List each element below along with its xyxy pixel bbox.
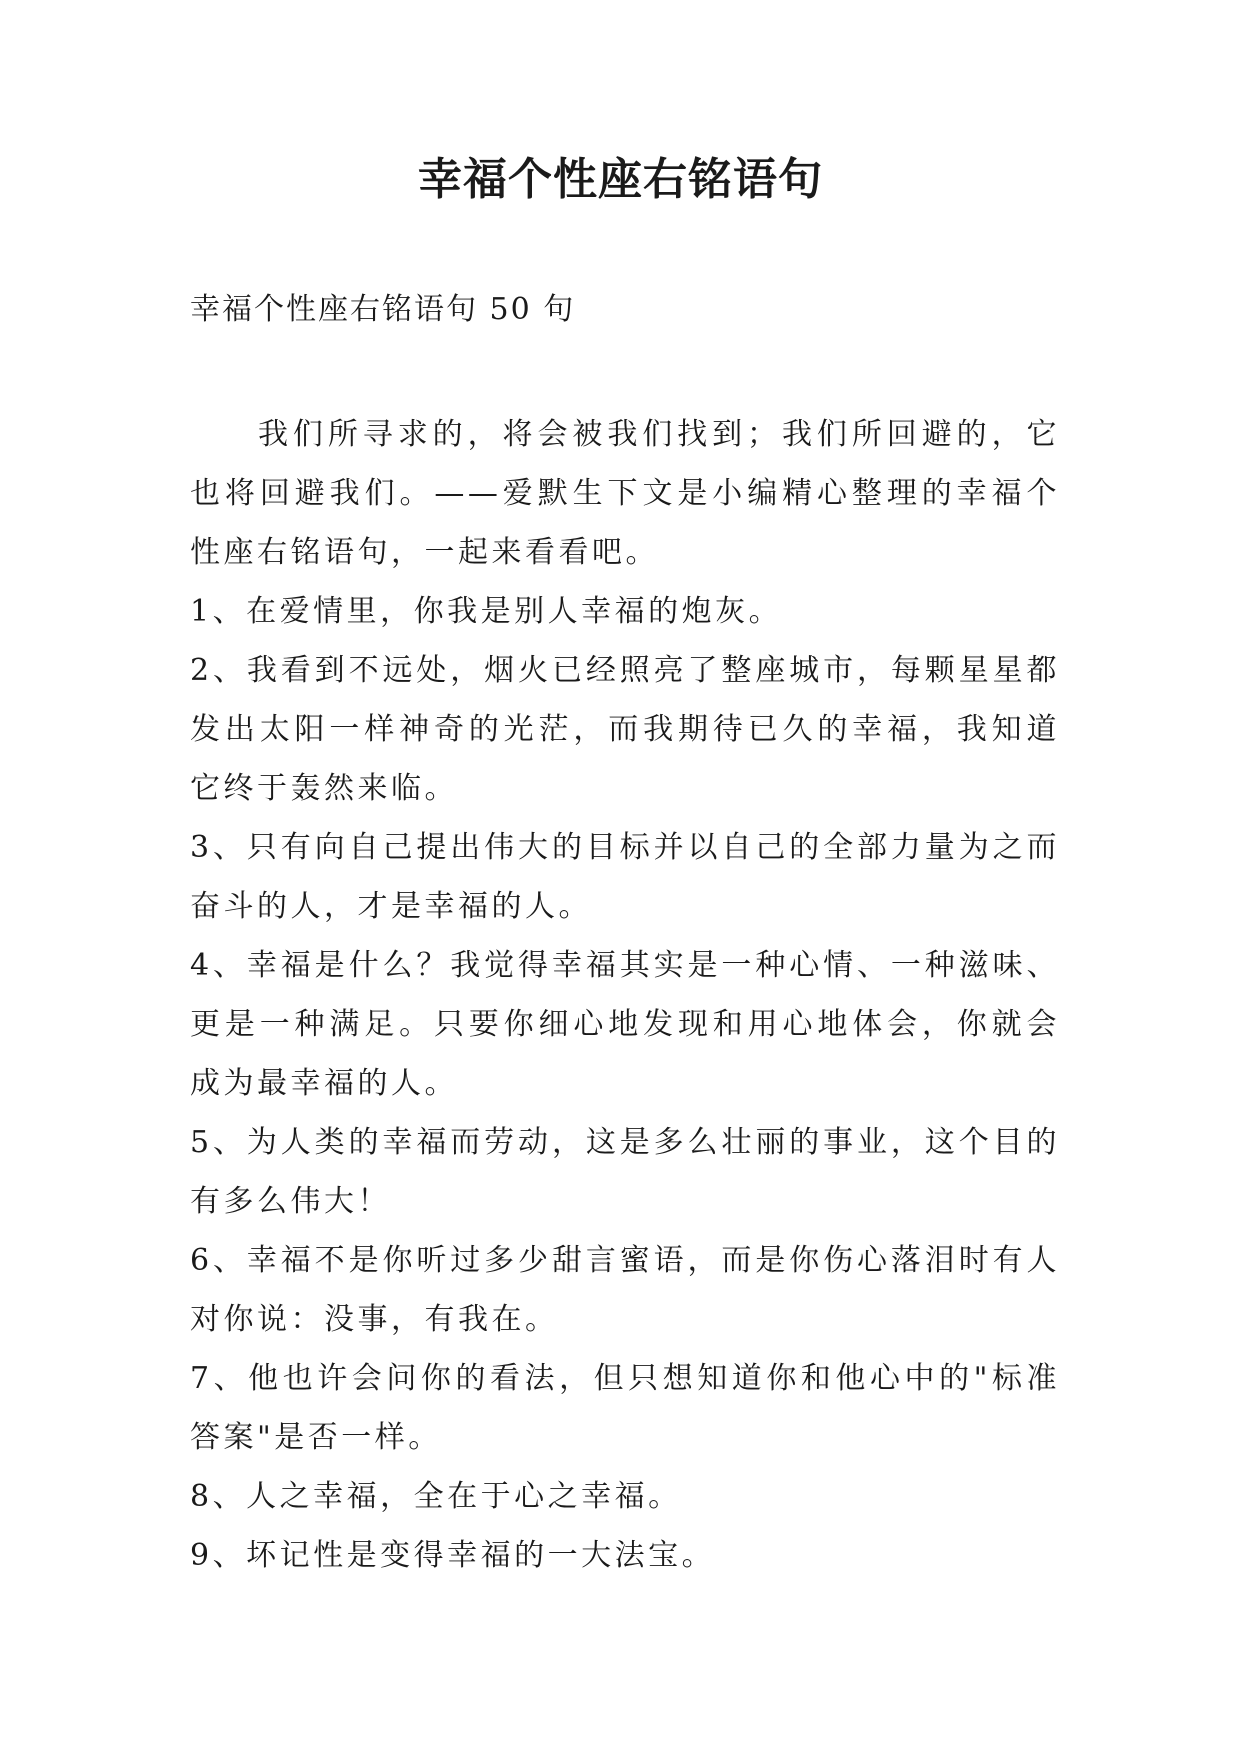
intro-paragraph: 我们所寻求的，将会被我们找到；我们所回避的，它也将回避我们。——爱默生下文是小编精心整理的幸福个性座右铭语句，一起来看看吧。 — [190, 417, 1060, 570]
list-item: 9、坏记性是变得幸福的一大法宝。 — [190, 1538, 716, 1573]
list-item: 4、幸福是什么？我觉得幸福其实是一种心情、一种滋味、更是一种满足。只要你细心地发现和用心地体会，你就会成为最幸福的人。 — [190, 948, 1060, 1101]
list-item: 2、我看到不远处，烟火已经照亮了整座城市，每颗星星都发出太阳一样神奇的光茫，而我期待已久的幸福，我知道它终于轰然来临。 — [190, 653, 1060, 806]
list-item: 8、人之幸福，全在于心之幸福。 — [190, 1479, 682, 1514]
list-item: 3、只有向自己提出伟大的目标并以自己的全部力量为之而奋斗的人，才是幸福的人。 — [190, 830, 1060, 924]
page-subtitle: 幸福个性座右铭语句 50 句 — [190, 292, 576, 327]
list-item: 5、为人类的幸福而劳动，这是多么壮丽的事业，这个目的有多么伟大！ — [190, 1125, 1060, 1219]
list-item: 7、他也许会问你的看法，但只想知道你和他心中的"标准答案"是否一样。 — [190, 1361, 1060, 1455]
list-item: 1、在爱情里，你我是别人幸福的炮灰。 — [190, 594, 783, 629]
document-body — [190, 405, 1060, 1585]
list-item: 6、幸福不是你听过多少甜言蜜语，而是你伤心落泪时有人对你说：没事，有我在。 — [190, 1243, 1060, 1337]
page-title: 幸福个性座右铭语句 — [418, 154, 823, 205]
